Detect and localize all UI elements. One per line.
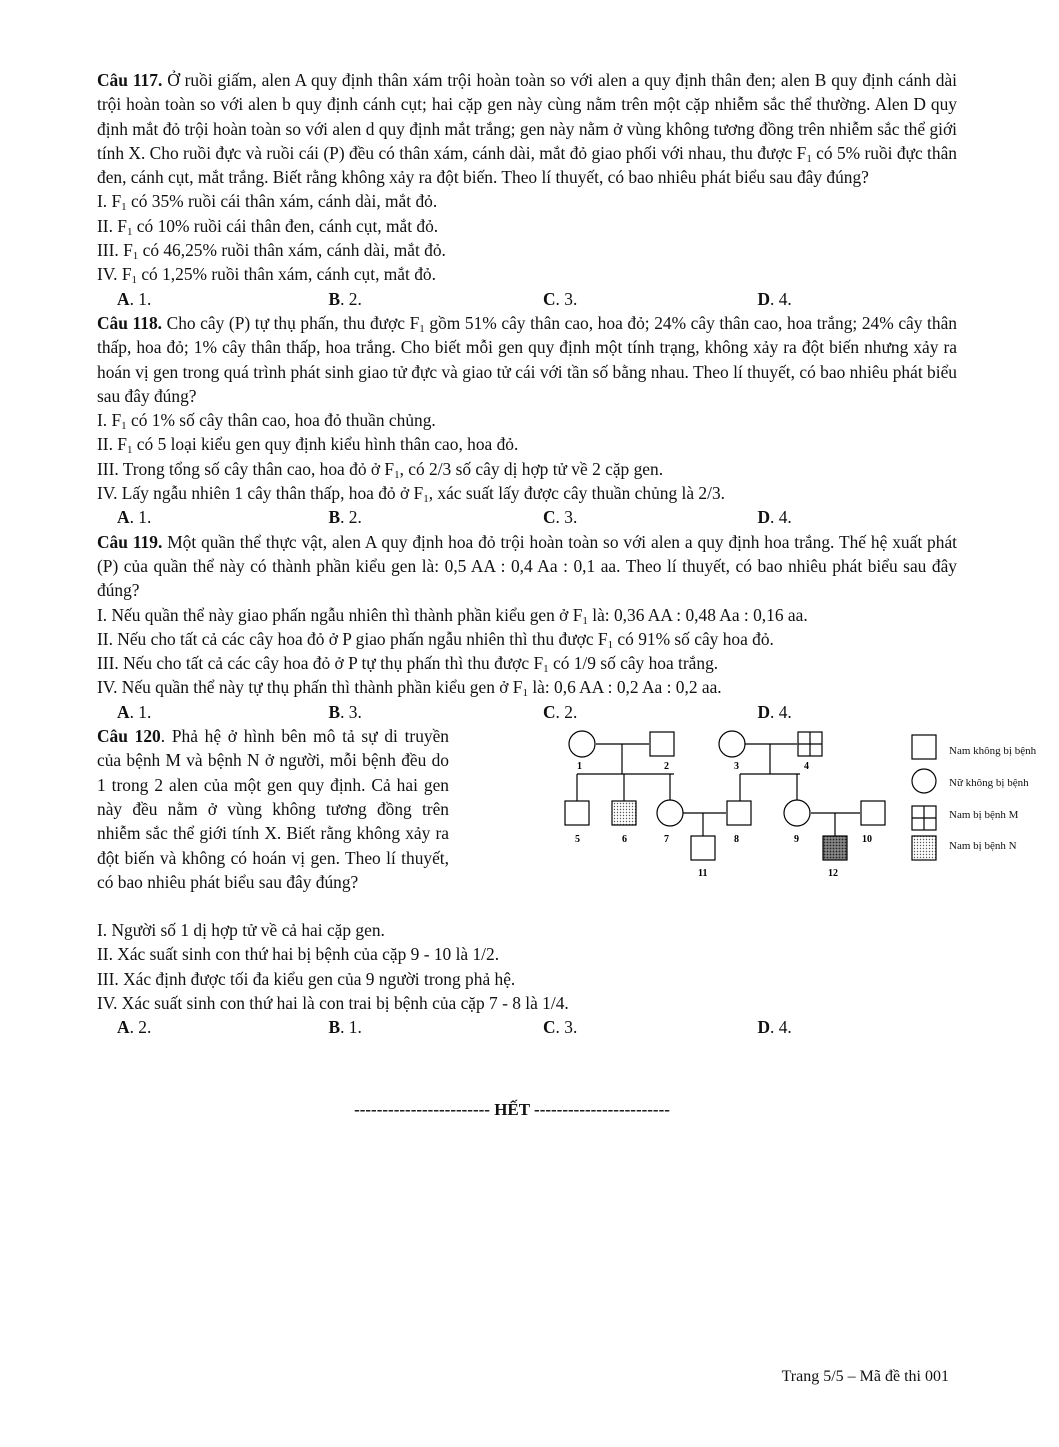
- individual-number: 11: [698, 868, 708, 880]
- individual-number: 1: [577, 761, 582, 773]
- statement: IV. $F_1$ có 1,25% ruồi thân xám, cánh cụt, mắt đỏ.: [97, 264, 436, 287]
- option-d: D. 4.: [757, 1017, 792, 1038]
- question-120-statements: [97, 918, 957, 1039]
- option-a: A. 1.: [117, 701, 152, 722]
- statement: I. $F_1$ có 1% số cây thân cao, hoa đỏ thuần chủng.: [97, 410, 436, 433]
- male-affected-n-6: [612, 801, 636, 825]
- option-a: A. 1.: [117, 507, 152, 528]
- answer-options: [97, 700, 957, 724]
- option-d: D. 4.: [757, 507, 792, 528]
- legend-female-unaffected-icon: [912, 769, 936, 793]
- individual-number: 3: [734, 761, 739, 773]
- female-unaffected-7: [657, 800, 683, 826]
- option-c: C. 3.: [542, 507, 578, 528]
- statement: II. $F_1$ có 10% ruồi cái thân đen, cánh cụt, mắt đỏ.: [97, 215, 439, 238]
- question-120: [97, 724, 1037, 1038]
- statement: III. Trong tổng số cây thân cao, hoa đỏ ở $F_1$, có 2/3 số cây dị hợp tử về 2 cặp gen.: [97, 458, 664, 481]
- individual-number: 10: [862, 834, 872, 846]
- question-117-text: Câu 117. Ở ruồi giấm, alen A quy định thân xám trội hoàn toàn so với alen a quy định thân đen; alen B quy định cánh dài trội hoàn toàn so với alen b quy định cánh cụt; hai cặp gen này cùng nằm trên một cặp nhiễm sắc thể thường. Alen D quy định mắt đỏ trội hoàn toàn so với alen d quy định mắt trắng; gen này nằm ở vùng không tương đồng trên nhiễm sắc thể giới tính X. Cho ruồi đực và ruồi cái (P) đều có thân xám, cánh dài, mắt đỏ giao phối với nhau, thu được $F_1$ có 5% ruồi đực thân đen, cánh cụt, mắt trắng. Biết rằng không xảy ra đột biến. Theo lí thuyết, có bao nhiêu phát biểu sau đây đúng?: [97, 70, 957, 188]
- statement: I. $F_1$ có 35% ruồi cái thân xám, cánh dài, mắt đỏ.: [97, 191, 438, 214]
- page-footer: Trang 5/5 – Mã đề thi 001: [781, 1368, 949, 1385]
- legend-male-n-icon: [912, 836, 936, 860]
- female-unaffected-1: [569, 731, 595, 757]
- male-unaffected-10: [861, 801, 885, 825]
- question-118-text: Câu 118. Cho cây (P) tự thụ phấn, thu được $F_1$ gồm 51% cây thân cao, hoa đỏ; 24% cây thân cao, hoa trắng; 24% cây thân thấp, hoa đỏ; 1% cây thân thấp, hoa trắng. Cho biết mỗi gen quy định một tính trạng, không xảy ra đột biến nhưng xảy ra hoán vị gen trong quá trình phát sinh giao tử đực và giao tử cái với tần số bằng nhau. Theo lí thuyết, có bao nhiêu phát biểu sau đây đúng?: [97, 312, 957, 406]
- individual-number: 5: [575, 834, 580, 846]
- statement: II. Xác suất sinh con thứ hai bị bệnh của cặp 9 - 10 là 1/2.: [97, 944, 500, 965]
- male-unaffected-2: [650, 732, 674, 756]
- statement: IV. Nếu quần thể này tự thụ phấn thì thành phần kiểu gen ở $F_1$ là: 0,6 AA : 0,2 Aa : 0,2 aa.: [97, 677, 722, 700]
- exam-page: [97, 68, 1037, 1038]
- option-b: B. 3.: [328, 701, 362, 722]
- legend-male-unaffected-icon: [912, 735, 936, 759]
- pedigree-diagram: [442, 730, 957, 890]
- statement: III. Nếu cho tất cả các cây hoa đỏ ở P tự thụ phấn thì thu được $F_1$ có 1/9 số cây hoa trắng.: [97, 653, 719, 676]
- individual-number: 6: [622, 834, 627, 846]
- question-119-text: Câu 119. Một quần thể thực vật, alen A quy định hoa đỏ trội hoàn toàn so với alen a quy định hoa trắng. Thế hệ xuất phát (P) của quần thể này có thành phần kiểu gen là: 0,5 AA : 0,4 Aa : 0,1 aa. Theo lí thuyết, có bao nhiêu phát biểu sau đây đúng?: [97, 531, 957, 601]
- statement: IV. Lấy ngẫu nhiên 1 cây thân thấp, hoa đỏ ở $F_1$, xác suất lấy được cây thuần chủng là 2/3.: [97, 483, 725, 506]
- male-unaffected-8: [727, 801, 751, 825]
- end-marker: ------------------------ HẾT ------------------------: [354, 1100, 670, 1119]
- option-a: A. 2.: [117, 1017, 152, 1038]
- female-unaffected-9: [784, 800, 810, 826]
- option-b: B. 2.: [328, 288, 362, 309]
- male-affected-n-12: [823, 836, 847, 860]
- individual-number: 7: [664, 834, 669, 846]
- statement: III. Xác định được tối đa kiểu gen của 9 người trong phả hệ.: [97, 968, 516, 989]
- individual-number: 9: [794, 834, 799, 846]
- option-a: A. 1.: [117, 288, 152, 309]
- statement: I. Nếu quần thể này giao phấn ngẫu nhiên thì thành phần kiểu gen ở $F_1$ là: 0,36 AA : 0,48 Aa : 0,16 aa.: [97, 604, 808, 627]
- individual-number: 12: [828, 868, 838, 880]
- individual-number: 2: [664, 761, 669, 773]
- option-b: B. 1.: [328, 1017, 362, 1038]
- option-c: C. 2.: [542, 701, 578, 722]
- question-119: [97, 530, 957, 724]
- legend-label: Nam bị bệnh N: [949, 840, 1017, 853]
- legend-label: Nam bị bệnh M: [949, 809, 1019, 822]
- question-118: [97, 311, 957, 530]
- answer-options: [97, 505, 957, 529]
- statement: II. $F_1$ có 5 loại kiểu gen quy định kiểu hình thân cao, hoa đỏ.: [97, 434, 519, 457]
- option-b: B. 2.: [328, 507, 362, 528]
- option-d: D. 4.: [757, 701, 792, 722]
- question-120-text: Câu 120. Phả hệ ở hình bên mô tả sự di truyền của bệnh M và bệnh N ở người, mỗi bệnh đều do 1 trong 2 alen của một gen quy định. Cả hai gen này đều nằm ở vùng không tương đồng trên nhiễm sắc thể giới tính X. Biết rằng không xảy ra đột biến và không có hoán vị gen. Theo lí thuyết, có bao nhiêu phát biểu sau đây đúng?: [97, 726, 449, 892]
- female-unaffected-3: [719, 731, 745, 757]
- individual-number: 8: [734, 834, 739, 846]
- question-117: [97, 68, 957, 311]
- individual-number: 4: [804, 761, 809, 773]
- statement: III. $F_1$ có 46,25% ruồi thân xám, cánh dài, mắt đỏ.: [97, 240, 446, 263]
- option-c: C. 3.: [542, 1017, 578, 1038]
- legend-label: Nam không bị bệnh: [949, 745, 1037, 758]
- option-d: D. 4.: [757, 288, 792, 309]
- answer-options: [97, 287, 957, 311]
- male-unaffected-11: [691, 836, 715, 860]
- statement: II. Nếu cho tất cả các cây hoa đỏ ở P giao phấn ngẫu nhiên thì thu được $F_1$ có 91% số cây hoa đỏ.: [97, 628, 774, 651]
- male-unaffected-5: [565, 801, 589, 825]
- statement: IV. Xác suất sinh con thứ hai là con trai bị bệnh của cặp 7 - 8 là 1/4.: [97, 992, 569, 1013]
- answer-options: [97, 1015, 957, 1039]
- statement: I. Người số 1 dị hợp tử về cả hai cặp gen.: [97, 920, 385, 941]
- legend-label: Nữ không bị bệnh: [949, 777, 1029, 790]
- option-c: C. 3.: [542, 288, 578, 309]
